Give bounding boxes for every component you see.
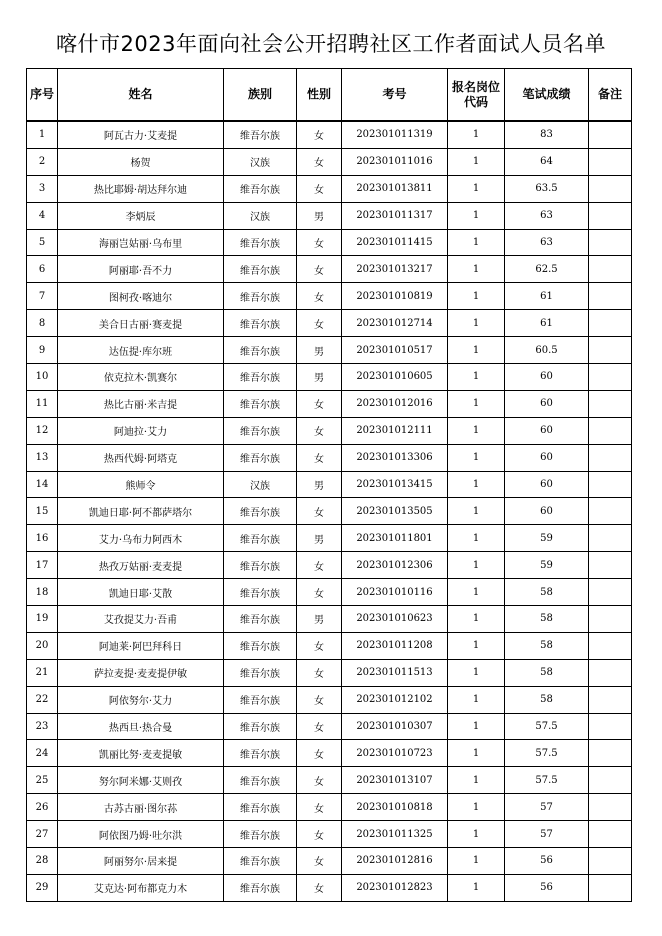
cell-exam-number: 202301013811 — [342, 175, 448, 202]
cell-index: 3 — [27, 175, 58, 202]
candidate-table — [26, 68, 632, 902]
cell-index: 25 — [27, 767, 58, 794]
cell-written-score: 57 — [505, 794, 589, 821]
cell-index: 8 — [27, 310, 58, 337]
cell-remarks — [589, 175, 632, 202]
cell-exam-number: 202301010623 — [342, 606, 448, 633]
cell-gender: 女 — [297, 121, 342, 148]
cell-remarks — [589, 659, 632, 686]
cell-position-code: 1 — [448, 874, 505, 901]
cell-remarks — [589, 283, 632, 310]
table-row — [27, 874, 632, 901]
cell-written-score: 57.5 — [505, 713, 589, 740]
cell-position-code: 1 — [448, 471, 505, 498]
cell-position-code: 1 — [448, 579, 505, 606]
cell-exam-number: 202301012816 — [342, 848, 448, 875]
cell-written-score: 60 — [505, 498, 589, 525]
cell-gender: 女 — [297, 848, 342, 875]
cell-remarks — [589, 202, 632, 229]
cell-written-score: 58 — [505, 659, 589, 686]
cell-ethnicity: 维吾尔族 — [224, 632, 297, 659]
cell-ethnicity: 维吾尔族 — [224, 713, 297, 740]
cell-name: 海丽岂姑丽·乌布里 — [58, 229, 224, 256]
cell-position-code: 1 — [448, 525, 505, 552]
cell-name: 阿迪拉·艾力 — [58, 417, 224, 444]
cell-ethnicity: 汉族 — [224, 148, 297, 175]
cell-index: 27 — [27, 821, 58, 848]
cell-position-code: 1 — [448, 283, 505, 310]
table-row — [27, 390, 632, 417]
cell-index: 19 — [27, 606, 58, 633]
cell-position-code: 1 — [448, 148, 505, 175]
table-row — [27, 525, 632, 552]
cell-ethnicity: 维吾尔族 — [224, 175, 297, 202]
cell-ethnicity: 维吾尔族 — [224, 848, 297, 875]
cell-position-code: 1 — [448, 821, 505, 848]
cell-position-code: 1 — [448, 229, 505, 256]
cell-written-score: 58 — [505, 579, 589, 606]
cell-ethnicity: 维吾尔族 — [224, 740, 297, 767]
cell-ethnicity: 维吾尔族 — [224, 552, 297, 579]
cell-position-code: 1 — [448, 713, 505, 740]
cell-index: 12 — [27, 417, 58, 444]
cell-gender: 女 — [297, 390, 342, 417]
cell-name: 热比古丽·米吉提 — [58, 390, 224, 417]
cell-exam-number: 202301010819 — [342, 283, 448, 310]
cell-gender: 女 — [297, 767, 342, 794]
cell-ethnicity: 维吾尔族 — [224, 283, 297, 310]
table-row — [27, 498, 632, 525]
cell-remarks — [589, 821, 632, 848]
cell-index: 1 — [27, 121, 58, 148]
cell-gender: 女 — [297, 821, 342, 848]
cell-remarks — [589, 310, 632, 337]
cell-exam-number: 202301011801 — [342, 525, 448, 552]
cell-exam-number: 202301010307 — [342, 713, 448, 740]
cell-exam-number: 202301010116 — [342, 579, 448, 606]
cell-written-score: 60 — [505, 390, 589, 417]
cell-position-code: 1 — [448, 498, 505, 525]
cell-gender: 女 — [297, 283, 342, 310]
cell-name: 艾克达·阿布都克力木 — [58, 874, 224, 901]
cell-exam-number: 202301013306 — [342, 444, 448, 471]
cell-index: 29 — [27, 874, 58, 901]
cell-written-score: 61 — [505, 283, 589, 310]
cell-name: 艾孜提艾力·吾甫 — [58, 606, 224, 633]
cell-gender: 女 — [297, 686, 342, 713]
cell-gender: 女 — [297, 310, 342, 337]
cell-position-code: 1 — [448, 444, 505, 471]
cell-position-code: 1 — [448, 552, 505, 579]
cell-written-score: 59 — [505, 552, 589, 579]
header-gender: 性别 — [297, 69, 342, 122]
cell-ethnicity: 维吾尔族 — [224, 659, 297, 686]
cell-remarks — [589, 740, 632, 767]
cell-position-code: 1 — [448, 686, 505, 713]
cell-name: 杨贺 — [58, 148, 224, 175]
cell-exam-number: 202301011016 — [342, 148, 448, 175]
table-row — [27, 364, 632, 391]
table-row — [27, 713, 632, 740]
header-name: 姓名 — [58, 69, 224, 122]
header-remarks: 备注 — [589, 69, 632, 122]
cell-gender: 男 — [297, 202, 342, 229]
cell-index: 11 — [27, 390, 58, 417]
cell-ethnicity: 维吾尔族 — [224, 364, 297, 391]
cell-exam-number: 202301010723 — [342, 740, 448, 767]
table-row — [27, 659, 632, 686]
cell-name: 阿依图乃姆·吐尔洪 — [58, 821, 224, 848]
cell-gender: 女 — [297, 740, 342, 767]
cell-index: 28 — [27, 848, 58, 875]
cell-written-score: 57.5 — [505, 767, 589, 794]
cell-position-code: 1 — [448, 175, 505, 202]
cell-ethnicity: 维吾尔族 — [224, 337, 297, 364]
cell-index: 2 — [27, 148, 58, 175]
cell-name: 熊师令 — [58, 471, 224, 498]
cell-ethnicity: 维吾尔族 — [224, 686, 297, 713]
cell-gender: 男 — [297, 337, 342, 364]
cell-written-score: 60 — [505, 444, 589, 471]
cell-ethnicity: 维吾尔族 — [224, 767, 297, 794]
header-index: 序号 — [27, 69, 58, 122]
cell-position-code: 1 — [448, 606, 505, 633]
cell-position-code: 1 — [448, 390, 505, 417]
cell-position-code: 1 — [448, 848, 505, 875]
cell-exam-number: 202301011208 — [342, 632, 448, 659]
cell-position-code: 1 — [448, 417, 505, 444]
cell-name: 热孜万姑丽·麦麦提 — [58, 552, 224, 579]
cell-remarks — [589, 417, 632, 444]
cell-gender: 女 — [297, 417, 342, 444]
cell-gender: 女 — [297, 794, 342, 821]
header-ethnicity: 族别 — [224, 69, 297, 122]
cell-index: 20 — [27, 632, 58, 659]
header-written-score: 笔试成绩 — [505, 69, 589, 122]
cell-gender: 男 — [297, 471, 342, 498]
cell-gender: 女 — [297, 579, 342, 606]
cell-index: 10 — [27, 364, 58, 391]
page-title: 喀什市2023年面向社会公开招聘社区工作者面试人员名单 — [56, 32, 606, 56]
cell-index: 22 — [27, 686, 58, 713]
table-row — [27, 632, 632, 659]
table-row — [27, 552, 632, 579]
cell-written-score: 58 — [505, 632, 589, 659]
cell-gender: 男 — [297, 525, 342, 552]
cell-index: 15 — [27, 498, 58, 525]
table-row — [27, 821, 632, 848]
table-row — [27, 848, 632, 875]
cell-written-score: 63.5 — [505, 175, 589, 202]
cell-ethnicity: 汉族 — [224, 471, 297, 498]
cell-remarks — [589, 579, 632, 606]
cell-gender: 男 — [297, 606, 342, 633]
cell-ethnicity: 维吾尔族 — [224, 579, 297, 606]
cell-name: 萨拉麦提·麦麦提伊敏 — [58, 659, 224, 686]
cell-name: 艾力·乌布力阿西木 — [58, 525, 224, 552]
cell-position-code: 1 — [448, 364, 505, 391]
cell-ethnicity: 维吾尔族 — [224, 444, 297, 471]
cell-ethnicity: 维吾尔族 — [224, 606, 297, 633]
cell-name: 热西代姆·阿塔克 — [58, 444, 224, 471]
table-row — [27, 444, 632, 471]
cell-index: 7 — [27, 283, 58, 310]
table-row — [27, 606, 632, 633]
cell-name: 热西旦·热合曼 — [58, 713, 224, 740]
cell-written-score: 60 — [505, 471, 589, 498]
cell-name: 凯迪日耶·阿不都萨塔尔 — [58, 498, 224, 525]
cell-written-score: 60.5 — [505, 337, 589, 364]
cell-gender: 男 — [297, 364, 342, 391]
cell-remarks — [589, 525, 632, 552]
cell-index: 5 — [27, 229, 58, 256]
cell-index: 17 — [27, 552, 58, 579]
cell-exam-number: 202301012111 — [342, 417, 448, 444]
cell-remarks — [589, 632, 632, 659]
cell-exam-number: 202301010517 — [342, 337, 448, 364]
cell-written-score: 63 — [505, 229, 589, 256]
cell-name: 阿依努尔·艾力 — [58, 686, 224, 713]
cell-index: 26 — [27, 794, 58, 821]
cell-exam-number: 202301012102 — [342, 686, 448, 713]
cell-remarks — [589, 713, 632, 740]
cell-ethnicity: 维吾尔族 — [224, 794, 297, 821]
cell-ethnicity: 维吾尔族 — [224, 821, 297, 848]
table-row — [27, 175, 632, 202]
cell-written-score: 64 — [505, 148, 589, 175]
cell-remarks — [589, 767, 632, 794]
cell-ethnicity: 维吾尔族 — [224, 229, 297, 256]
table-row — [27, 202, 632, 229]
cell-written-score: 56 — [505, 874, 589, 901]
table-row — [27, 686, 632, 713]
cell-remarks — [589, 229, 632, 256]
cell-remarks — [589, 471, 632, 498]
cell-ethnicity: 维吾尔族 — [224, 256, 297, 283]
cell-position-code: 1 — [448, 202, 505, 229]
table-row — [27, 283, 632, 310]
cell-remarks — [589, 606, 632, 633]
cell-written-score: 60 — [505, 417, 589, 444]
cell-gender: 女 — [297, 498, 342, 525]
cell-exam-number: 202301012714 — [342, 310, 448, 337]
cell-exam-number: 202301012823 — [342, 874, 448, 901]
cell-name: 依克拉木·凯赛尔 — [58, 364, 224, 391]
table-row — [27, 794, 632, 821]
table-row — [27, 471, 632, 498]
cell-index: 23 — [27, 713, 58, 740]
cell-exam-number: 202301012306 — [342, 552, 448, 579]
cell-gender: 女 — [297, 659, 342, 686]
cell-exam-number: 202301013107 — [342, 767, 448, 794]
cell-ethnicity: 维吾尔族 — [224, 310, 297, 337]
cell-position-code: 1 — [448, 632, 505, 659]
cell-written-score: 63 — [505, 202, 589, 229]
cell-ethnicity: 维吾尔族 — [224, 874, 297, 901]
cell-remarks — [589, 121, 632, 148]
cell-exam-number: 202301013505 — [342, 498, 448, 525]
cell-name: 阿迪莱·阿巴拜科日 — [58, 632, 224, 659]
cell-index: 14 — [27, 471, 58, 498]
table-header-row — [27, 69, 632, 122]
table-body — [27, 121, 632, 901]
cell-remarks — [589, 444, 632, 471]
table-row — [27, 767, 632, 794]
cell-index: 24 — [27, 740, 58, 767]
cell-position-code: 1 — [448, 310, 505, 337]
cell-ethnicity: 维吾尔族 — [224, 525, 297, 552]
cell-remarks — [589, 148, 632, 175]
cell-gender: 女 — [297, 713, 342, 740]
cell-remarks — [589, 390, 632, 417]
cell-exam-number: 202301011319 — [342, 121, 448, 148]
cell-name: 阿丽耶·吾不力 — [58, 256, 224, 283]
cell-written-score: 59 — [505, 525, 589, 552]
cell-exam-number: 202301013415 — [342, 471, 448, 498]
cell-index: 4 — [27, 202, 58, 229]
cell-ethnicity: 汉族 — [224, 202, 297, 229]
cell-written-score: 61 — [505, 310, 589, 337]
cell-index: 13 — [27, 444, 58, 471]
cell-gender: 女 — [297, 444, 342, 471]
table-row — [27, 417, 632, 444]
cell-remarks — [589, 498, 632, 525]
cell-remarks — [589, 848, 632, 875]
cell-gender: 女 — [297, 229, 342, 256]
cell-exam-number: 202301012016 — [342, 390, 448, 417]
cell-name: 美合日古丽·赛麦提 — [58, 310, 224, 337]
cell-remarks — [589, 794, 632, 821]
cell-remarks — [589, 337, 632, 364]
cell-gender: 女 — [297, 148, 342, 175]
cell-name: 热比耶姆·胡达拜尔迪 — [58, 175, 224, 202]
cell-ethnicity: 维吾尔族 — [224, 498, 297, 525]
cell-exam-number: 202301010605 — [342, 364, 448, 391]
cell-exam-number: 202301011513 — [342, 659, 448, 686]
cell-ethnicity: 维吾尔族 — [224, 417, 297, 444]
cell-name: 图柯孜·喀迪尔 — [58, 283, 224, 310]
cell-name: 凯丽比努·麦麦提敏 — [58, 740, 224, 767]
cell-exam-number: 202301011325 — [342, 821, 448, 848]
table-row — [27, 740, 632, 767]
cell-gender: 女 — [297, 256, 342, 283]
header-exam-number: 考号 — [342, 69, 448, 122]
cell-gender: 女 — [297, 632, 342, 659]
cell-position-code: 1 — [448, 794, 505, 821]
cell-exam-number: 202301013217 — [342, 256, 448, 283]
cell-remarks — [589, 552, 632, 579]
table-row — [27, 229, 632, 256]
cell-position-code: 1 — [448, 337, 505, 364]
cell-exam-number: 202301010818 — [342, 794, 448, 821]
table-row — [27, 121, 632, 148]
cell-position-code: 1 — [448, 740, 505, 767]
cell-name: 阿瓦古力·艾麦提 — [58, 121, 224, 148]
cell-written-score: 58 — [505, 686, 589, 713]
cell-index: 9 — [27, 337, 58, 364]
cell-written-score: 57.5 — [505, 740, 589, 767]
header-position-code: 报名岗位代码 — [448, 69, 505, 122]
cell-gender: 女 — [297, 874, 342, 901]
cell-exam-number: 202301011415 — [342, 229, 448, 256]
cell-remarks — [589, 874, 632, 901]
cell-remarks — [589, 256, 632, 283]
cell-written-score: 60 — [505, 364, 589, 391]
cell-gender: 女 — [297, 552, 342, 579]
cell-written-score: 58 — [505, 606, 589, 633]
cell-name: 阿丽努尔·居来提 — [58, 848, 224, 875]
table-row — [27, 148, 632, 175]
cell-index: 18 — [27, 579, 58, 606]
cell-name: 努尔阿米娜·艾则孜 — [58, 767, 224, 794]
cell-index: 21 — [27, 659, 58, 686]
table-row — [27, 310, 632, 337]
cell-remarks — [589, 686, 632, 713]
cell-ethnicity: 维吾尔族 — [224, 390, 297, 417]
cell-ethnicity: 维吾尔族 — [224, 121, 297, 148]
cell-name: 李炳辰 — [58, 202, 224, 229]
cell-position-code: 1 — [448, 659, 505, 686]
cell-exam-number: 202301011317 — [342, 202, 448, 229]
cell-position-code: 1 — [448, 256, 505, 283]
cell-written-score: 56 — [505, 848, 589, 875]
cell-name: 古苏古丽·图尔荪 — [58, 794, 224, 821]
table-row — [27, 256, 632, 283]
cell-remarks — [589, 364, 632, 391]
table-row — [27, 337, 632, 364]
cell-written-score: 62.5 — [505, 256, 589, 283]
cell-written-score: 57 — [505, 821, 589, 848]
cell-index: 6 — [27, 256, 58, 283]
cell-written-score: 83 — [505, 121, 589, 148]
cell-name: 凯迪日耶·艾散 — [58, 579, 224, 606]
table-row — [27, 579, 632, 606]
cell-name: 达伍提·库尔班 — [58, 337, 224, 364]
cell-index: 16 — [27, 525, 58, 552]
cell-position-code: 1 — [448, 121, 505, 148]
cell-position-code: 1 — [448, 767, 505, 794]
cell-gender: 女 — [297, 175, 342, 202]
